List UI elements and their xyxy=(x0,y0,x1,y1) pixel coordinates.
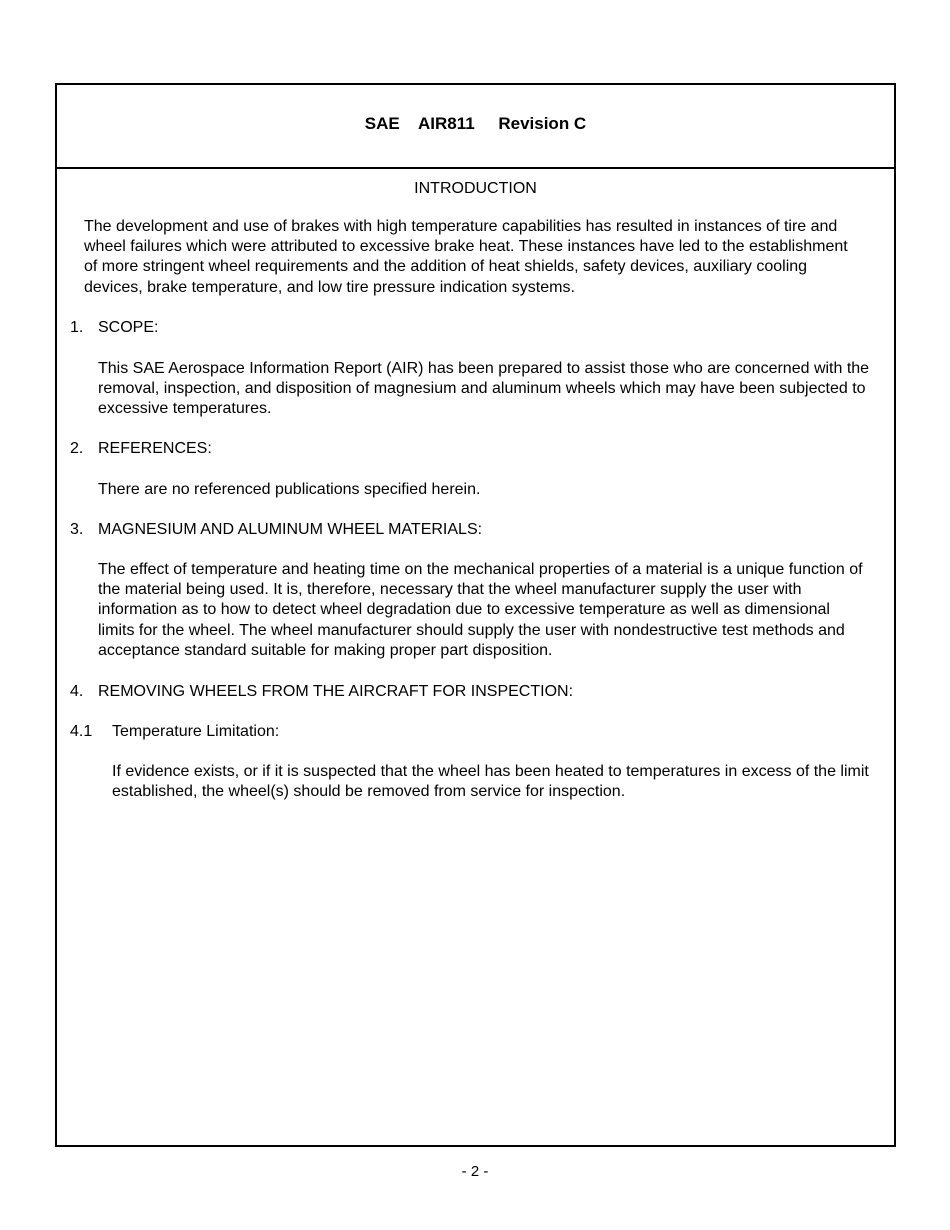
section-1-text: This SAE Aerospace Information Report (AIR) has been prepared to assist those who are concerned with the removal, inspection, and disposition of magnesium and aluminum wheels which may have been subjected to excessive temperatures. xyxy=(98,360,870,418)
org-name: SAE xyxy=(364,114,400,133)
introduction-text: The development and use of brakes with high temperature capabilities has resulted in instances of tire and wheel failures which were attributed to excessive brake heat. These instances have led to the establishment of more stringent wheel requirements and the addition of heat shields, safety devices, auxiliary cooling devices, brake temperature, and low tire pressure indication systems. xyxy=(84,218,848,296)
section-3-text: The effect of temperature and heating time on the mechanical properties of a material is a unique function of the material being used. It is, therefore, necessary that the wheel manufacturer supply the user with information as to how to detect wheel degradation due to excessive temperature as well as dimensional limits for the wheel. The wheel manufacturer should supply the user with nondestructive test methods and acceptance standard suitable for making proper part disposition. xyxy=(98,561,863,659)
subsection-4-1-text: If evidence exists, or if it is suspected that the wheel has been heated to temperatures in excess of the limit established, the wheel(s) should be removed from service for inspection. xyxy=(112,763,869,801)
introduction-heading: INTRODUCTION xyxy=(414,180,537,197)
document-header xyxy=(57,85,894,169)
section-3-number: 3. xyxy=(70,521,84,538)
section-1-title: SCOPE: xyxy=(98,319,159,336)
section-2-text: There are no referenced publications specified herein. xyxy=(98,481,481,498)
section-1-heading xyxy=(70,318,158,338)
section-3-title: MAGNESIUM AND ALUMINUM WHEEL MATERIALS: xyxy=(98,521,483,538)
section-4-number: 4. xyxy=(70,683,84,700)
section-4-heading xyxy=(70,682,573,702)
section-4-title: REMOVING WHEELS FROM THE AIRCRAFT FOR INSPECTION: xyxy=(98,683,574,700)
section-2-heading xyxy=(70,439,212,459)
page-number: - 2 - xyxy=(461,1163,489,1180)
section-2-title: REFERENCES: xyxy=(98,440,212,457)
subsection-4-1-heading xyxy=(70,722,279,742)
doc-number: AIR811 xyxy=(418,114,475,133)
subsection-4-1-title: Temperature Limitation: xyxy=(112,723,280,740)
section-2-number: 2. xyxy=(70,440,84,457)
subsection-4-1-number: 4.1 xyxy=(70,723,93,740)
revision-label: Revision C xyxy=(498,114,587,133)
section-1-number: 1. xyxy=(70,319,84,336)
document-title xyxy=(57,114,894,134)
section-3-heading xyxy=(70,520,482,540)
